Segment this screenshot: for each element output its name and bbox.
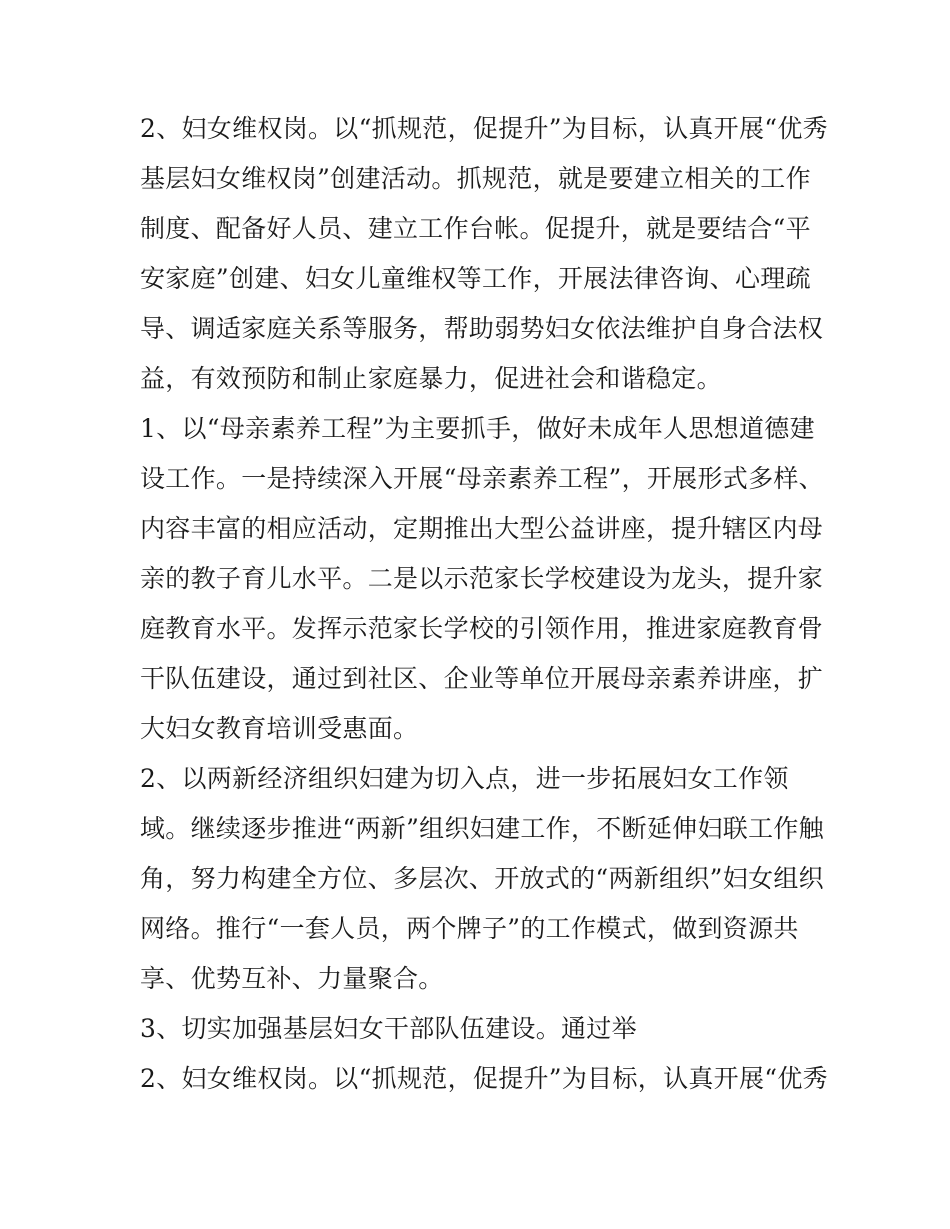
text-line: 安家庭”创建、妇女儿童维权等工作，开展法律咨询、心理疏	[140, 264, 811, 293]
text-line: 网络。推行“一套人员，两个牌子”的工作模式，做到资源共	[140, 914, 799, 943]
text-line: 2、妇女维权岗。以“抓规范，促提升”为目标，认真开展“优秀	[140, 114, 828, 143]
text-line: 内容丰富的相应活动，定期推出大型公益讲座，提升辖区内母	[140, 514, 824, 543]
text-line: 导、调适家庭关系等服务，帮助弱势妇女依法维护自身合法权	[140, 314, 824, 343]
text-line: 制度、配备好人员、建立工作台帐。促提升，就是要结合“平	[140, 214, 811, 243]
text-line: 2、妇女维权岗。以“抓规范，促提升”为目标，认真开展“优秀	[140, 1064, 828, 1093]
text-line: 亲的教子育儿水平。二是以示范家长学校建设为龙头，提升家	[140, 564, 824, 593]
text-line: 享、优势互补、力量聚合。	[140, 964, 444, 993]
text-line: 2、以两新经济组织妇建为切入点，进一步拓展妇女工作领	[140, 764, 789, 793]
text-line: 设工作。一是持续深入开展“母亲素养工程”，开展形式多样、	[140, 464, 824, 493]
text-line: 益，有效预防和制止家庭暴力，促进社会和谐稳定。	[140, 364, 722, 393]
text-line: 庭教育水平。发挥示范家长学校的引领作用，推进家庭教育骨	[140, 614, 824, 643]
text-line: 大妇女教育培训受惠面。	[140, 714, 419, 743]
text-line: 干队伍建设，通过到社区、企业等单位开展母亲素养讲座，扩	[140, 664, 824, 693]
text-line: 域。继续逐步推进“两新”组织妇建工作，不断延伸妇联工作触	[140, 814, 824, 843]
text-line: 角，努力构建全方位、多层次、开放式的“两新组织”妇女组织	[140, 864, 824, 893]
text-line: 3、切实加强基层妇女干部队伍建设。通过举	[140, 1014, 637, 1043]
text-line: 1、以“母亲素养工程”为主要抓手，做好未成年人思想道德建	[140, 414, 815, 443]
text-line: 基层妇女维权岗”创建活动。抓规范，就是要建立相关的工作	[140, 164, 811, 193]
